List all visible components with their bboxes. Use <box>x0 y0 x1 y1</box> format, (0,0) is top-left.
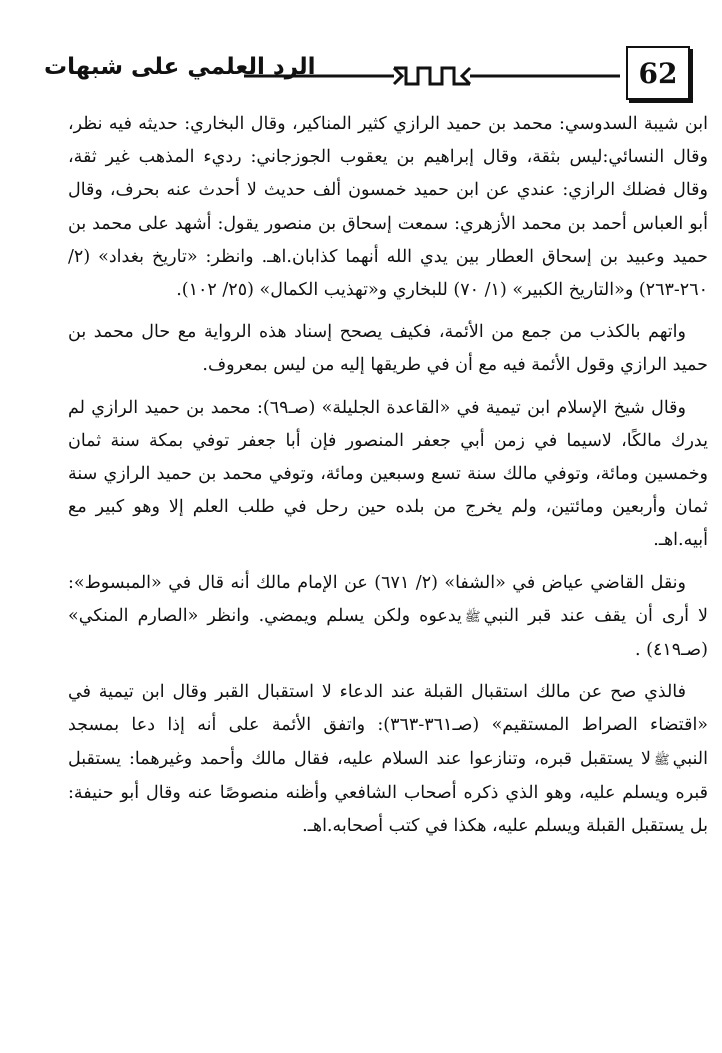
paragraph-4-text-b: يدعوه ولكن يسلم ويمضي. وانظر «الصارم المنكي» (صـ٤١٩) . <box>68 605 708 661</box>
paragraph-3: وقال شيخ الإسلام ابن تيمية في «القاعدة الجليلة» (صـ٦٩): محمد بن حميد الرازي لم يدرك مالكًا، لاسيما في زمن أبي جعفر المنصور فإن أبا جعفر توفي بمكة سنة ثمان وخمسين ومائة، وتوفي مالك سنة تسع وسبعين ومائة، وتوفي محمد بن حميد الرازي سنة ثمان وأربعين ومائتين، ولم يخرج من بلده حين رحل في طلب العلم إلا وهو كبير مع أبيه.اهـ. <box>68 397 708 551</box>
page-number: 62 <box>626 46 690 100</box>
paragraph-4 <box>68 567 708 668</box>
salla-symbol: ﷺ <box>653 752 670 768</box>
book-title: الرد العلمي على شبهات <box>44 54 316 80</box>
paragraph-4-text-a: ونقل القاضي عياض في «الشفا» (٢/ ٦٧١) عن الإمام مالك أنه قال في «المبسوط»: لا أرى أن يقف عند قبر النبي <box>68 572 708 626</box>
salla-symbol: ﷺ <box>464 609 481 625</box>
page-body <box>68 108 708 843</box>
paragraph-5 <box>68 676 708 843</box>
paragraph-1: ابن شيبة السدوسي: محمد بن حميد الرازي كثير المناكير، وقال البخاري: حديثه فيه نظر، وقال النسائي:ليس بثقة، وقال إبراهيم بن يعقوب الجوزجاني: رديء المذهب غير ثقة، وقال فضلك الرازي: عندي عن ابن حميد خمسون ألف حديث لا أحدث عنه بحرف، وقال أبو العباس أحمد بن محمد الأزهري: سمعت إسحاق بن منصور يقول: أشهد على محمد بن حميد وعبيد بن إسحاق العطار بين يدي الله أنهما كذابان.اهـ. وانظر: «تاريخ بغداد» (٢/ ٢٦٠-٢٦٣) و«التاريخ الكبير» (١/ ٧٠) للبخاري و«تهذيب الكمال» (٢٥/ ١٠٢). <box>68 114 708 301</box>
paragraph-5-text-b: لا يستقبل قبره، وتنازعوا عند السلام عليه، فقال مالك وأحمد وغيرهما: يستقبل قبره ويسلم عليه، وهو الذي ذكره أصحاب الشافعي وأظنه منصوصًا عنه وقال أبو حنيفة: بل يستقبل القبلة ويسلم عليه، هكذا في كتب أصحابه.اهـ. <box>68 748 708 837</box>
paragraph-2: واتهم بالكذب من جمع من الأئمة، فكيف يصحح إسناد هذه الرواية مع حال محمد بن حميد الرازي وقول الأئمة فيه مع أن في طريقها إليه من ليس بمعروف. <box>68 322 708 376</box>
paragraph-5-text-a: فالذي صح عن مالك استقبال القبلة عند الدعاء لا استقبال القبر وقال ابن تيمية في «اقتضاء الصراط المستقيم» (صـ٣٦١-٣٦٣): واتفق الأئمة على أنه إذا دعا بمسجد النبي <box>68 682 709 769</box>
page-header <box>44 40 690 104</box>
